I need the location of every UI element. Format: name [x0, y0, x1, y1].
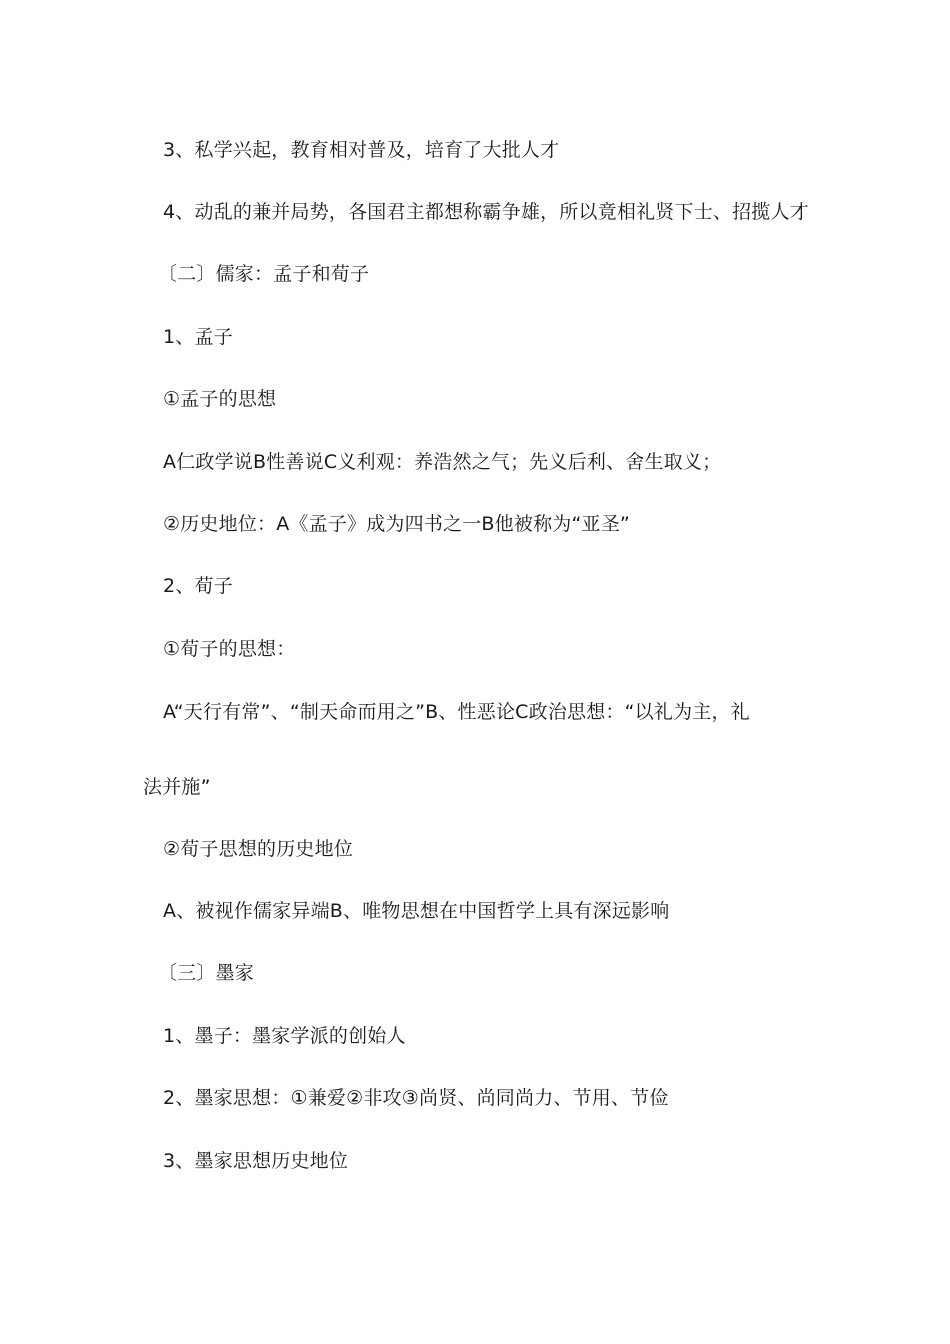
section-heading: 〔二〕儒家：孟子和荀子	[158, 263, 370, 285]
text-line: ②荀子思想的历史地位	[163, 838, 354, 860]
text-line: 3、墨家思想历史地位	[163, 1150, 349, 1172]
subsection-heading: 2、荀子	[163, 575, 233, 597]
text-line: 4、动乱的兼并局势，各国君主都想称霸争雄，所以竟相礼贤下士、招揽人才	[163, 201, 809, 223]
subsection-heading: 1、孟子	[163, 326, 233, 348]
text-line: ②历史地位：A《孟子》成为四书之一B他被称为“亚圣”	[163, 513, 630, 535]
text-line: ①荀子的思想：	[163, 638, 296, 660]
text-line: A仁政学说B性善说C义利观：养浩然之气；先义后利、舍生取义；	[163, 451, 722, 473]
section-heading: 〔三〕墨家	[158, 962, 255, 984]
text-line: 法并施”	[143, 776, 211, 798]
text-line: 1、墨子：墨家学派的创始人	[163, 1025, 406, 1047]
text-line: A“天行有常”、“制天命而用之”B、性恶论C政治思想：“以礼为主，礼	[163, 701, 750, 723]
text-line: ①孟子的思想	[163, 388, 277, 410]
text-line: 3、私学兴起，教育相对普及，培育了大批人才	[163, 139, 560, 161]
text-line: A、被视作儒家异端B、唯物思想在中国哲学上具有深远影响	[163, 900, 670, 922]
text-line: 2、墨家思想：①兼爱②非攻③尚贤、尚同尚力、节用、节俭	[163, 1087, 669, 1109]
